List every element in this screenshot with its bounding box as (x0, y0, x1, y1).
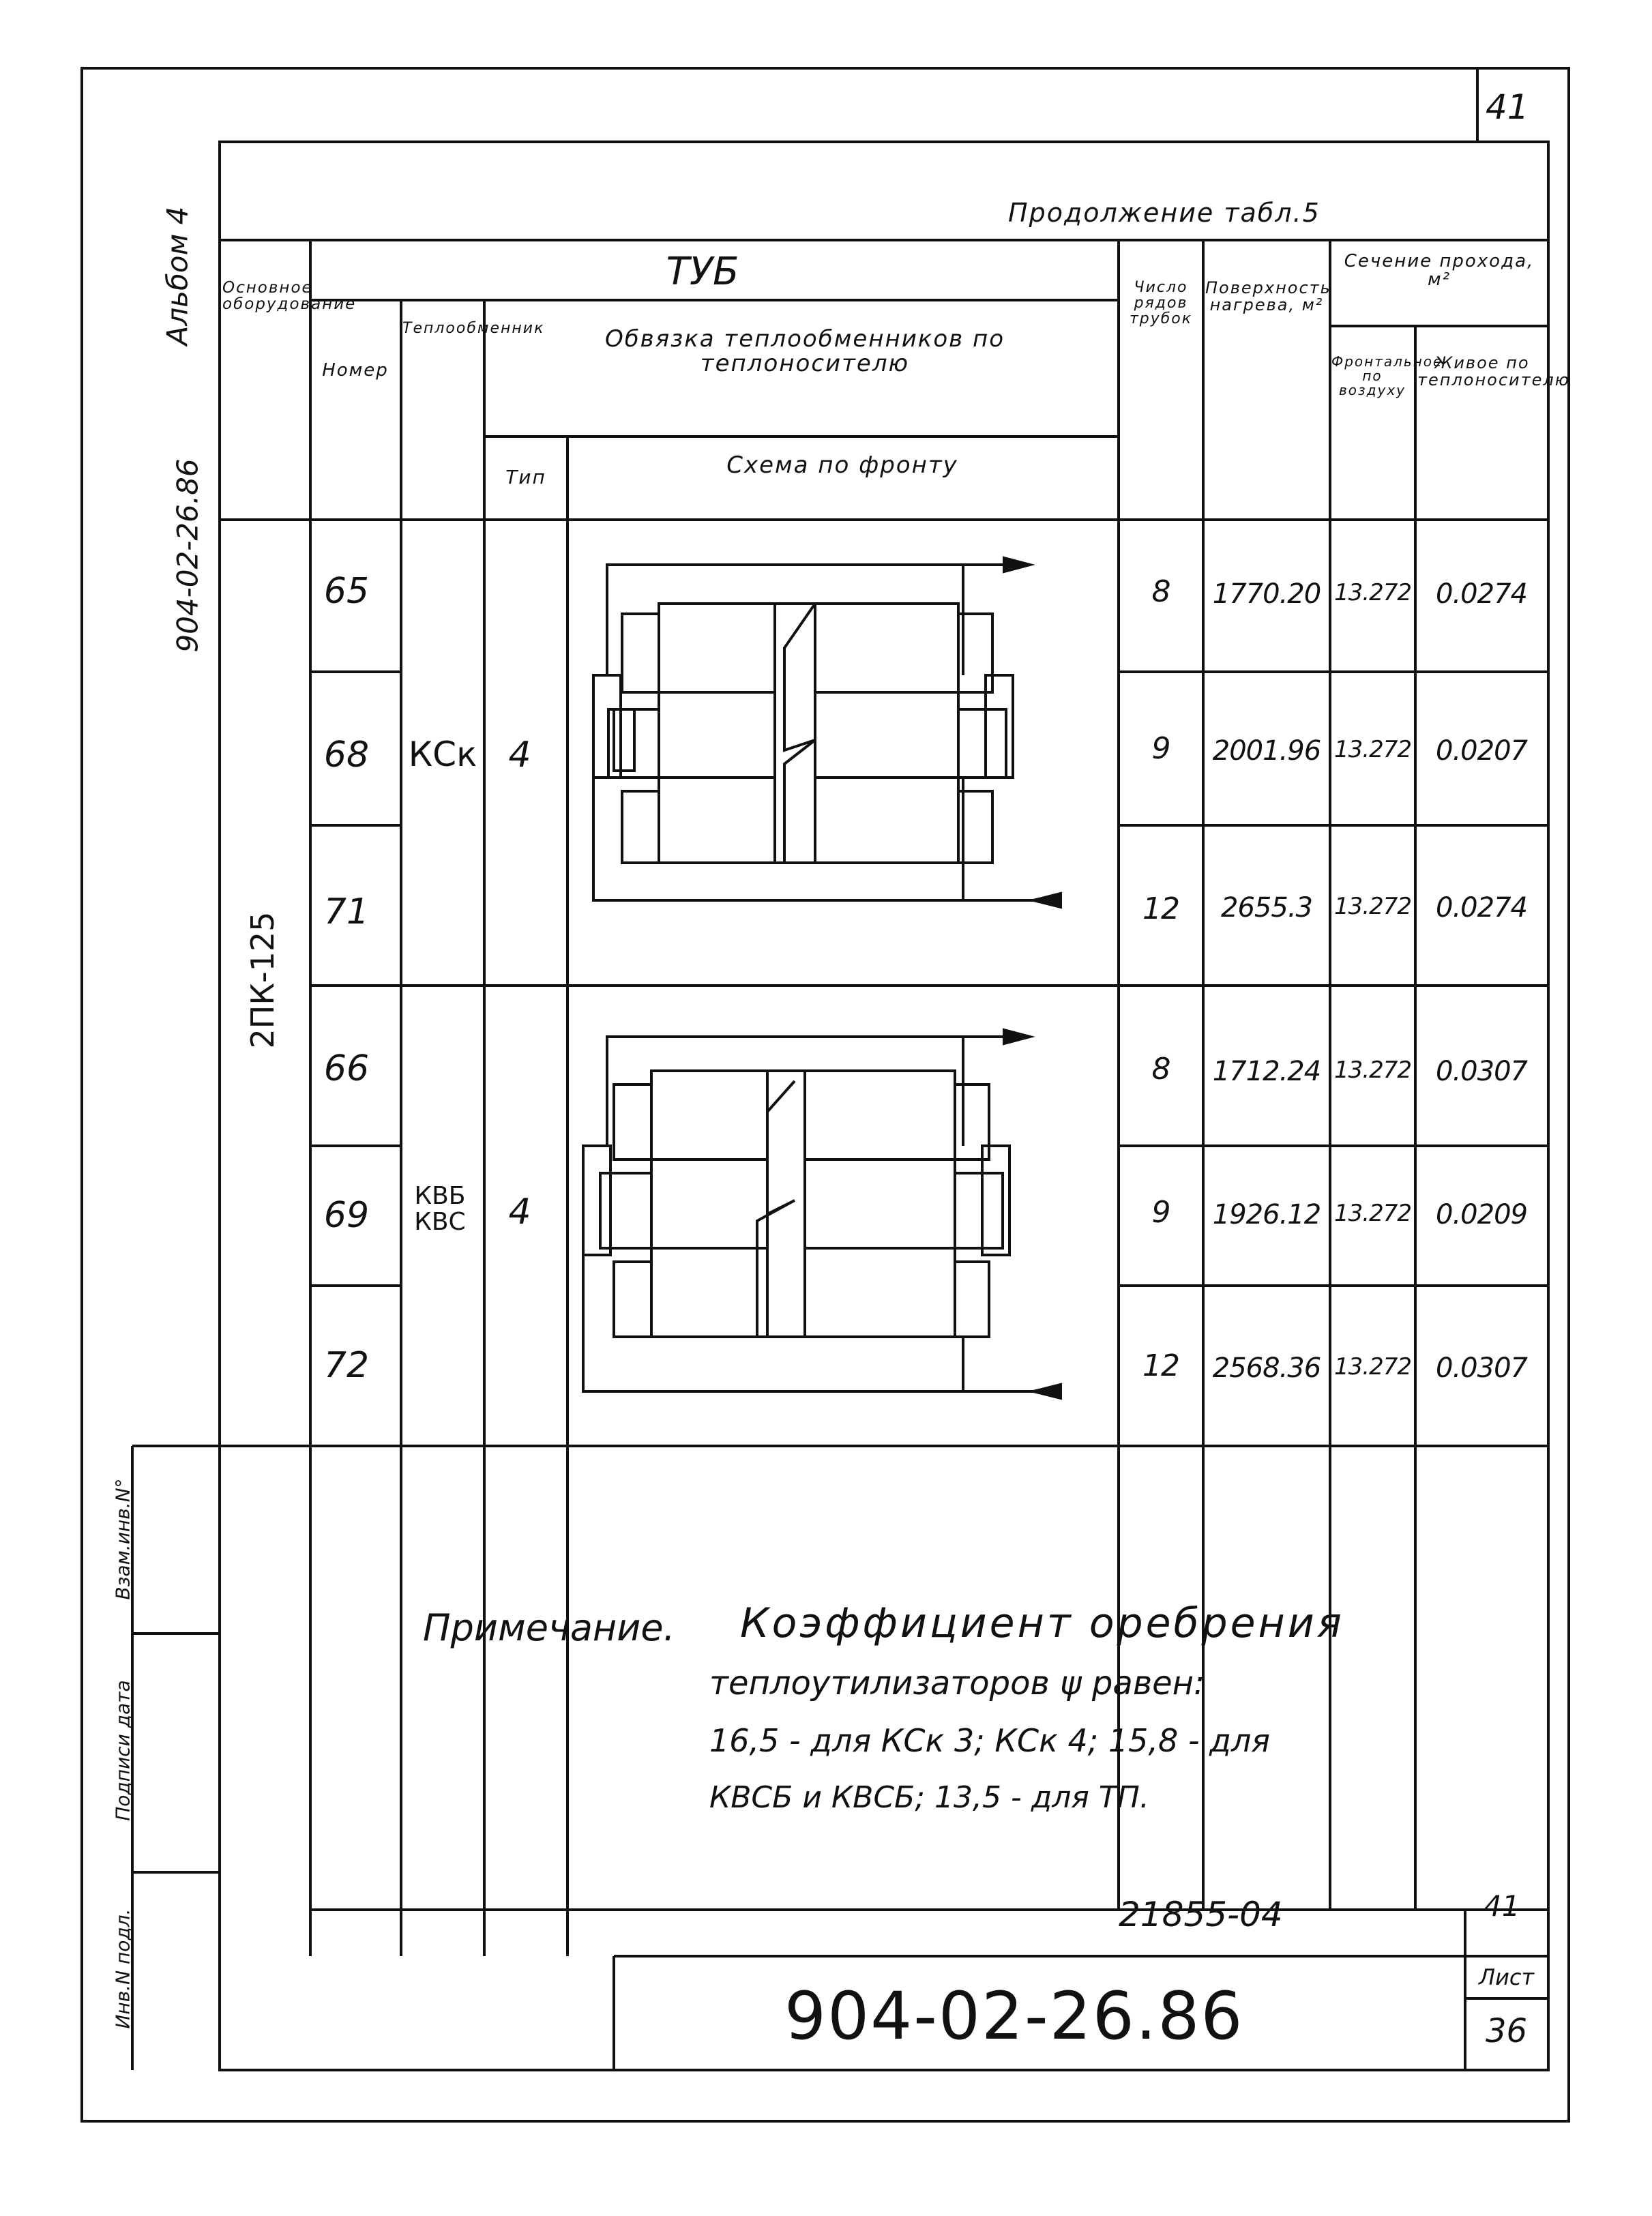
sheet-label: Лист (1479, 1964, 1535, 1990)
surface-value: 1712.24 (1212, 1056, 1321, 1087)
exchanger-type: КСк (408, 735, 477, 774)
note-line: Коэффициент оребрения (740, 1599, 1344, 1647)
stamp-side-label: Подписи дата (111, 1680, 134, 1821)
archive-sheet: 41 (1484, 1889, 1520, 1923)
frontal-value: 13.272 (1334, 736, 1411, 763)
tubes-value: 8 (1151, 1052, 1170, 1087)
row-number: 69 (323, 1195, 370, 1236)
header-live: Живое по теплоносителю (1417, 353, 1570, 390)
tubes-value: 12 (1142, 1348, 1179, 1383)
header-piping: Обвязка теплообменников по теплоносителю (604, 325, 1005, 377)
live-value: 0.0274 (1436, 892, 1527, 924)
archive-number: 21855-04 (1119, 1895, 1283, 1934)
note-label: Примечание. (423, 1606, 675, 1649)
live-value: 0.0307 (1436, 1056, 1527, 1087)
frontal-value: 13.272 (1334, 1200, 1411, 1227)
album-label: Альбом 4 (160, 206, 194, 346)
live-value: 0.0274 (1436, 578, 1527, 610)
piping-scheme-kck (593, 558, 1061, 907)
header-scheme: Схема по фронту (726, 452, 958, 479)
type-value: 4 (508, 735, 531, 775)
tubes-value: 9 (1151, 1195, 1170, 1230)
exchanger-type: КВБ КВС (414, 1182, 466, 1236)
note-line: КВСБ и КВСБ; 13,5 - для ТП. (709, 1780, 1149, 1815)
note-line: теплоутилизаторов ψ равен: (709, 1664, 1205, 1702)
equipment-value: 2ПК-125 (244, 911, 281, 1049)
header-type: Тип (505, 466, 546, 488)
piping-scheme-kvb (583, 1030, 1061, 1398)
row-number: 71 (323, 891, 370, 932)
header-section: Сечение прохода, м² (1344, 251, 1535, 291)
corner-sheet-number: 41 (1486, 87, 1529, 127)
surface-value: 1926.12 (1212, 1199, 1321, 1230)
row-number: 72 (323, 1345, 370, 1386)
stamp-side-label: Взам.инв.N° (111, 1478, 134, 1600)
row-number: 65 (323, 571, 370, 612)
surface-value: 1770.20 (1212, 578, 1321, 610)
tubes-value: 8 (1151, 574, 1170, 609)
note-line: 16,5 - для КСк 3; КСк 4; 15,8 - для (709, 1722, 1271, 1759)
surface-value: 2568.36 (1212, 1353, 1321, 1384)
row-number: 68 (323, 735, 370, 775)
live-value: 0.0207 (1436, 735, 1527, 767)
live-value: 0.0209 (1436, 1199, 1527, 1230)
header-frontal: Фронтальное по воздуху (1331, 353, 1443, 398)
type-value: 4 (508, 1192, 531, 1232)
header-exchanger: Теплообменник (402, 320, 545, 337)
frontal-value: 13.272 (1334, 1057, 1411, 1084)
frontal-value: 13.272 (1334, 1353, 1411, 1380)
live-value: 0.0307 (1436, 1353, 1527, 1384)
header-tub: ТУБ (666, 250, 739, 294)
tubes-value: 12 (1142, 891, 1179, 926)
table-caption: Продолжение табл.5 (1008, 198, 1321, 228)
header-surface: Поверхность нагрева, м² (1205, 278, 1331, 315)
tubes-value: 9 (1151, 731, 1170, 766)
sheet-number: 36 (1486, 2012, 1528, 2050)
frontal-value: 13.272 (1334, 893, 1411, 920)
header-rows: Число рядов трубок (1129, 279, 1193, 328)
stamp-side-label: Инв.N подл. (111, 1908, 134, 2029)
surface-value: 2001.96 (1212, 735, 1321, 767)
side-doc-code: 904-02-26.86 (171, 458, 205, 653)
header-equipment: Основное оборудование (222, 279, 357, 314)
doc-code: 904-02-26.86 (784, 1978, 1244, 2054)
row-number: 66 (323, 1048, 370, 1089)
frontal-value: 13.272 (1334, 579, 1411, 606)
header-number: Номер (322, 360, 389, 381)
surface-value: 2655.3 (1221, 892, 1312, 924)
